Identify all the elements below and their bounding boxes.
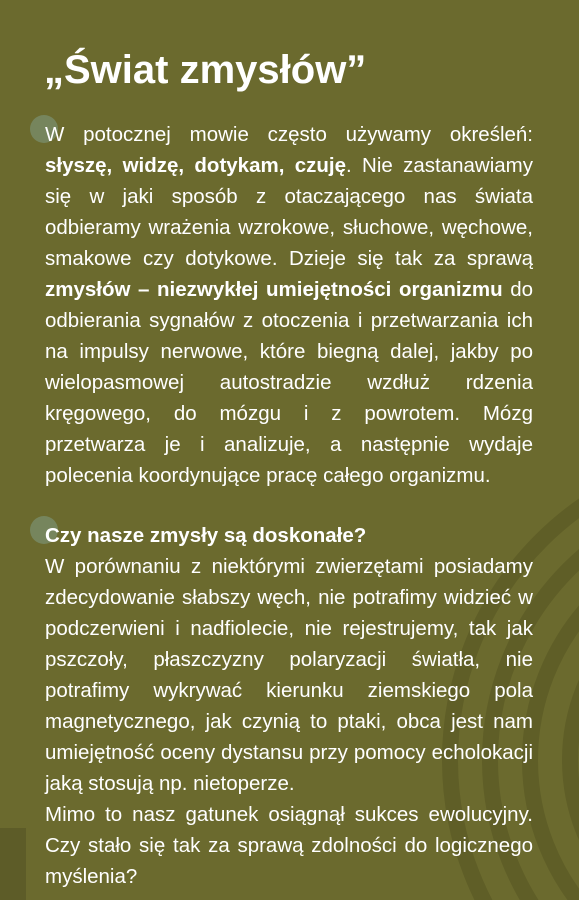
section-heading: Czy nasze zmysły są doskonałe?	[45, 524, 367, 547]
intro-text-2: . Nie zastanawiamy się w jaki sposób z otaczającego nas świata odbieramy wrażenia wzrokowe, słuchowe, węchowe, smakowe czy dotykowe. Dzieje się tak za sprawą	[45, 154, 533, 270]
intro-text-3: do odbierania sygnałów z otoczenia i przetwarzania ich na impulsy nerwowe, które biegną dalej, jakby po wielopasmowej autostradzie wzdłuż rdzenia kręgowego, do mózgu i z powrotem. Mózg przetwarza je i analizuje, a następnie wydaje polecenia koordynujące pracę całego organizmu.	[45, 278, 533, 487]
intro-bold-definition: zmysłów – niezwykłej umiejętności organizmu	[45, 278, 503, 301]
question-section	[45, 520, 533, 892]
intro-text-1: W potocznej mowie często używamy określeń:	[45, 123, 533, 146]
section-paragraph-2: Mimo to nasz gatunek osiągnął sukces ewolucyjny. Czy stało się tak za sprawą zdolności do logicznego myślenia?	[45, 803, 533, 888]
corner-decoration	[0, 828, 26, 900]
intro-paragraph	[45, 119, 533, 491]
section-paragraph-1: W porównaniu z niektórymi zwierzętami posiadamy zdecydowanie słabszy węch, nie potrafimy widzieć w podczerwieni i nadfiolecie, nie rejestrujemy, tak jak pszczoły, płaszczyzny polaryzacji światła, nie potrafimy wykrywać kierunku ziemskiego pola magnetycznego, jak czynią to ptaki, obca jest nam umiejętność oceny dystansu przy pomocy echolokacji jaką stosują np. nietoperze.	[45, 555, 533, 795]
intro-bold-senses: słyszę, widzę, dotykam, czuję	[45, 154, 346, 177]
page-title: „Świat zmysłów”	[44, 48, 367, 92]
